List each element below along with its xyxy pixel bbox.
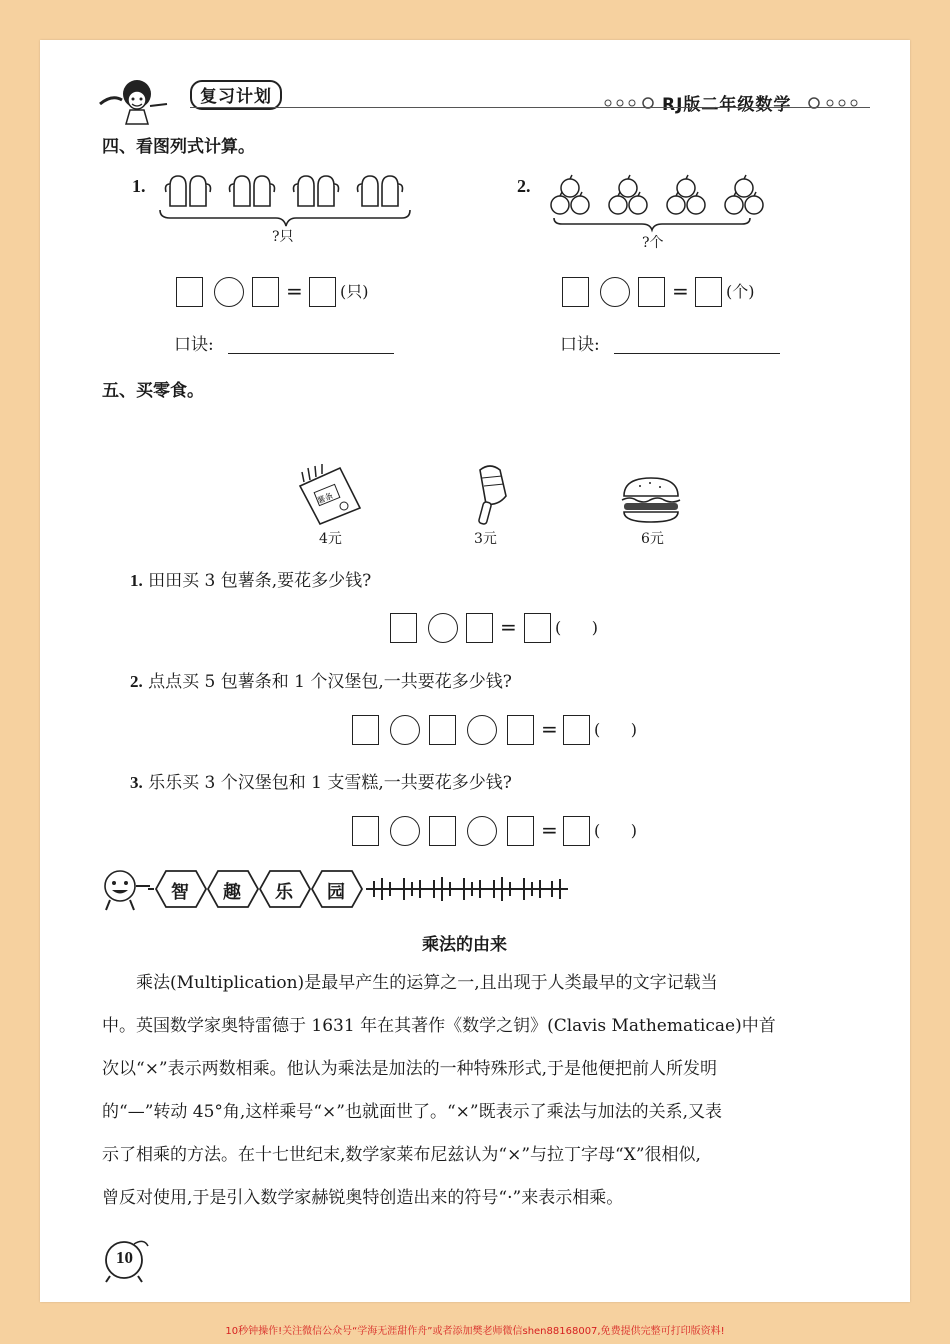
p1-kou-jue-label: 口诀: bbox=[174, 335, 214, 355]
question-1-number: 1. bbox=[130, 571, 143, 590]
problem-2-brace-label: ?个 bbox=[642, 235, 664, 251]
article-line: 曾反对使用,于是引入数学家赫锐奥特创造出来的符号“·”来表示相乘。 bbox=[102, 1188, 624, 1208]
q2-operator-circle-2[interactable] bbox=[467, 715, 497, 745]
section-4-title: 四、看图列式计算。 bbox=[102, 137, 255, 157]
p1-equals: = bbox=[286, 279, 303, 303]
q2-blank-2[interactable] bbox=[429, 715, 456, 745]
mitten-pair-icon bbox=[358, 176, 403, 206]
problem-1-brace-label: ?只 bbox=[272, 229, 294, 245]
apple-group-icon bbox=[551, 175, 589, 214]
q2-equals: = bbox=[541, 717, 558, 741]
svg-text:薯条: 薯条 bbox=[316, 491, 335, 506]
mitten-pair-icon bbox=[294, 176, 339, 206]
p1-answer[interactable] bbox=[309, 277, 336, 307]
mitten-pair-icon bbox=[230, 176, 275, 206]
p2-kou-jue-line[interactable] bbox=[614, 353, 780, 354]
p1-blank-2[interactable] bbox=[252, 277, 279, 307]
footer-note: 10秒钟操作!关注微信公众号“学海无涯甜作舟”或者添加樊老师微信shen88168007,免费提供完整可打印版资料! bbox=[225, 1326, 725, 1337]
q3-unit: ( ) bbox=[594, 821, 637, 840]
problem-2-number: 2. bbox=[517, 176, 531, 196]
p2-blank-2[interactable] bbox=[638, 277, 665, 307]
smiling-mascot-icon bbox=[96, 866, 152, 912]
hamburger-price: 6元 bbox=[641, 531, 664, 547]
ice-cream-price: 3元 bbox=[474, 531, 497, 547]
p2-answer[interactable] bbox=[695, 277, 722, 307]
p2-operator-circle[interactable] bbox=[600, 277, 630, 307]
q1-unit: ( ) bbox=[555, 618, 598, 637]
article-line: 乘法(Multiplication)是最早产生的运算之一,且出现于人类最早的文字记载当 bbox=[136, 973, 718, 993]
q3-operator-circle-2[interactable] bbox=[467, 816, 497, 846]
worksheet-page bbox=[40, 40, 910, 1302]
girl-mascot-icon bbox=[92, 66, 172, 126]
apple-group-icon bbox=[609, 175, 647, 214]
review-plan-badge bbox=[190, 80, 282, 110]
badge-zhi: 智 bbox=[171, 882, 189, 903]
q2-answer[interactable] bbox=[563, 715, 590, 745]
question-2 bbox=[130, 667, 512, 692]
fries-price: 4元 bbox=[319, 531, 342, 547]
article-line: 示了相乘的方法。在十七世纪末,数学家莱布尼兹认为“×”与拉丁字母“X”很相似, bbox=[102, 1145, 701, 1165]
page-number: 10 bbox=[116, 1248, 133, 1267]
q2-operator-circle-1[interactable] bbox=[390, 715, 420, 745]
badge-le: 乐 bbox=[275, 882, 293, 903]
q3-operator-circle-1[interactable] bbox=[390, 816, 420, 846]
article-title: 乘法的由来 bbox=[422, 935, 507, 955]
q3-blank-3[interactable] bbox=[507, 816, 534, 846]
question-2-number: 2. bbox=[130, 672, 143, 691]
article-line: 的“—”转动 45°角,这样乘号“×”也就面世了。“×”既表示了乘法与加法的关系,又表 bbox=[102, 1102, 722, 1122]
p2-unit: (个) bbox=[726, 282, 755, 301]
ice-cream-icon bbox=[464, 462, 516, 528]
p1-unit: (只) bbox=[340, 282, 369, 301]
q1-equals: = bbox=[500, 615, 517, 639]
review-plan-label: 复习计划 bbox=[200, 87, 272, 107]
apple-group-icon bbox=[667, 175, 705, 214]
hamburger-icon bbox=[620, 476, 682, 524]
q1-blank-2[interactable] bbox=[466, 613, 493, 643]
q2-blank-1[interactable] bbox=[352, 715, 379, 745]
question-3-text: 乐乐买 3 个汉堡包和 1 支雪糕,一共要花多少钱? bbox=[148, 773, 512, 793]
header-rule bbox=[190, 107, 870, 108]
badge-yuan: 园 bbox=[327, 882, 345, 903]
article-line: 中。英国数学家奥特雷德于 1631 年在其著作《数学之钥》(Clavis Mathematicae)中首 bbox=[102, 1016, 776, 1036]
question-1-text: 田田买 3 包薯条,要花多少钱? bbox=[148, 571, 372, 591]
problem-1-number: 1. bbox=[132, 176, 146, 196]
q1-blank-1[interactable] bbox=[390, 613, 417, 643]
apple-group-icon bbox=[725, 175, 763, 214]
badge-qu: 趣 bbox=[223, 882, 241, 903]
section-5-title: 五、买零食。 bbox=[102, 381, 204, 401]
question-3 bbox=[130, 768, 512, 793]
q2-blank-3[interactable] bbox=[507, 715, 534, 745]
q2-unit: ( ) bbox=[594, 720, 637, 739]
mitten-pair-icon bbox=[166, 176, 211, 206]
question-2-text: 点点买 5 包薯条和 1 个汉堡包,一共要花多少钱? bbox=[148, 672, 512, 692]
q1-operator-circle[interactable] bbox=[428, 613, 458, 643]
article-line: 次以“×”表示两数相乘。他认为乘法是加法的一种特殊形式,于是他便把前人所发明 bbox=[102, 1059, 718, 1079]
fries-bag-icon bbox=[294, 464, 366, 526]
q3-answer[interactable] bbox=[563, 816, 590, 846]
q3-blank-1[interactable] bbox=[352, 816, 379, 846]
p1-blank-1[interactable] bbox=[176, 277, 203, 307]
q3-blank-2[interactable] bbox=[429, 816, 456, 846]
p1-kou-jue-line[interactable] bbox=[228, 353, 394, 354]
p2-blank-1[interactable] bbox=[562, 277, 589, 307]
question-1 bbox=[130, 566, 371, 591]
p1-operator-circle[interactable] bbox=[214, 277, 244, 307]
q3-equals: = bbox=[541, 818, 558, 842]
q1-answer[interactable] bbox=[524, 613, 551, 643]
book-version-label: RJ版二年级数学 bbox=[662, 95, 792, 115]
p2-kou-jue-label: 口诀: bbox=[560, 335, 600, 355]
question-3-number: 3. bbox=[130, 773, 143, 792]
article-body bbox=[102, 962, 852, 1220]
fun-corner-banner bbox=[148, 868, 568, 910]
p2-equals: = bbox=[672, 279, 689, 303]
